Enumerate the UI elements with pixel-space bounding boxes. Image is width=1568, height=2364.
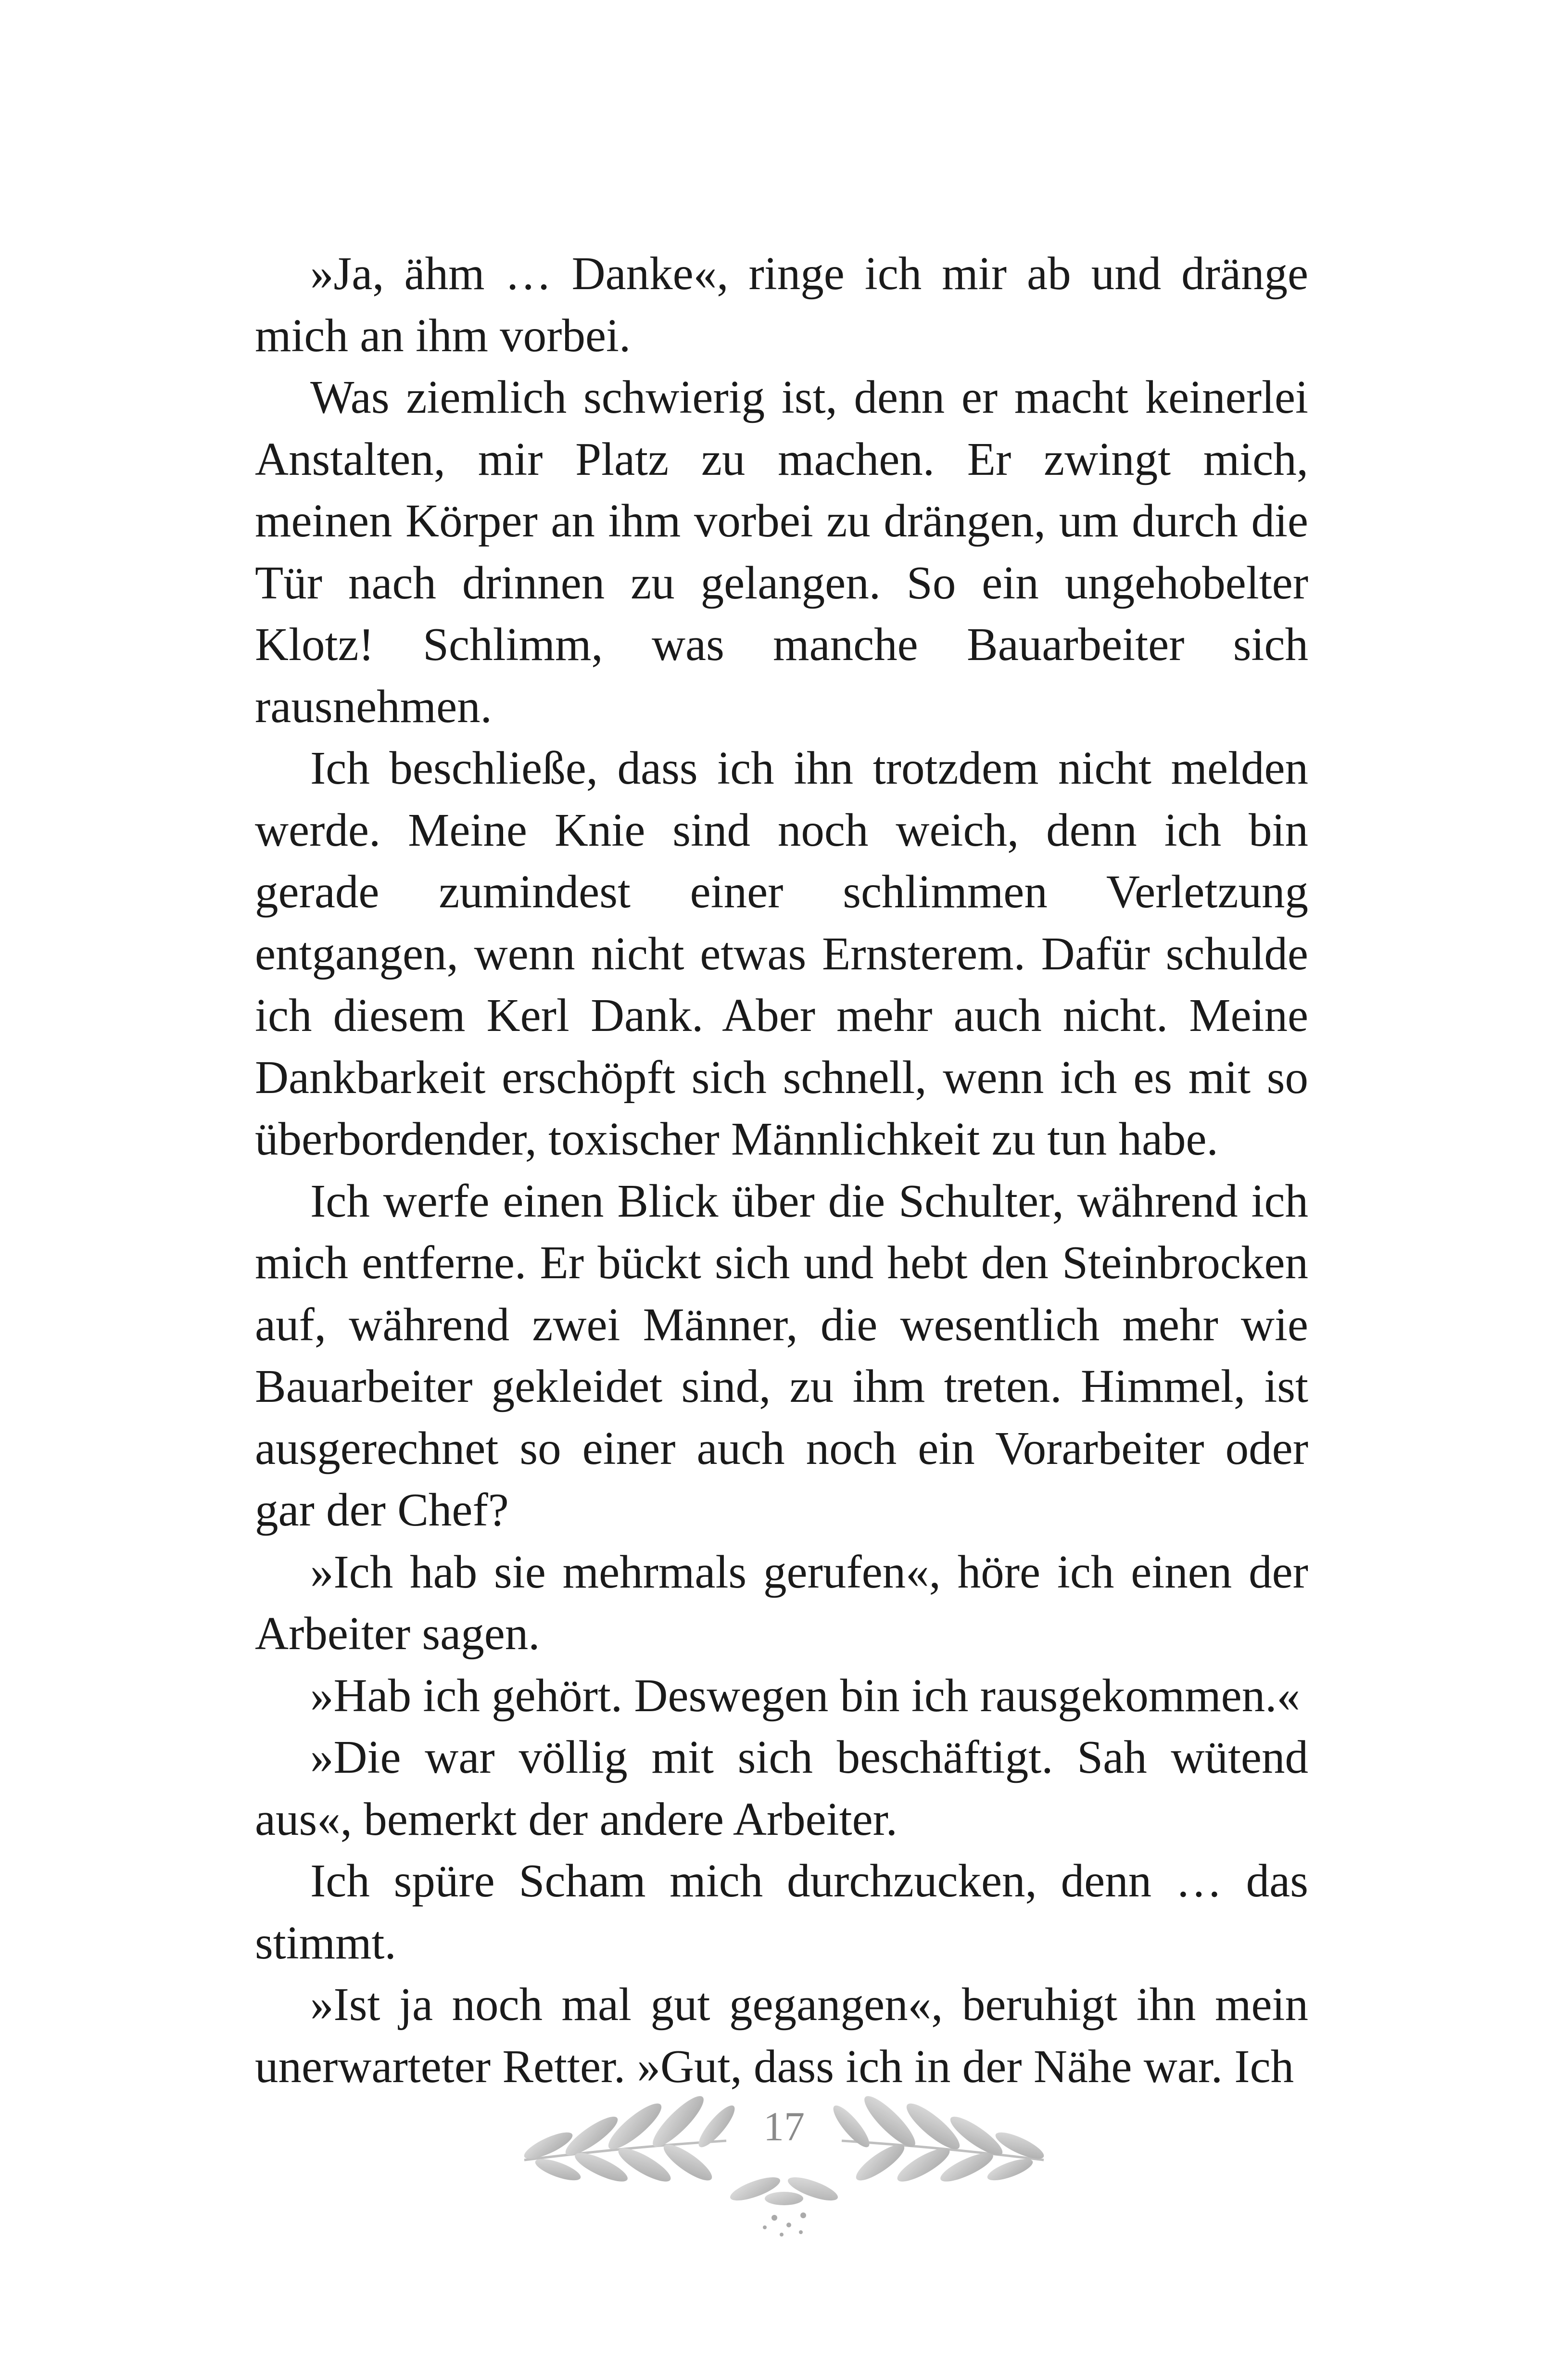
- paragraph-6: »Hab ich gehört. Deswegen bin ich rausgekommen.«: [310, 1669, 1300, 1721]
- page-footer: [0, 2069, 1568, 2242]
- paragraph-2: Was ziemlich schwierig ist, denn er macht keinerlei Anstalten, mir Platz zu machen. Er zwingt mich, meinen Körper an ihm vorbei zu drängen, um durch die Tür nach drinnen zu gelangen. So ein ungehobelter Klotz! Schlimm, was manche Bauarbeiter sich rausnehmen.: [255, 371, 1308, 732]
- laurel-wreath-icon: [505, 2069, 1063, 2242]
- paragraph-3: Ich beschließe, dass ich ihn trotzdem nicht melden werde. Meine Knie sind noch weich, denn ich bin gerade zumindest einer schlimmen Verletzung entgangen, wenn nicht etwas Ernsterem. Dafür schulde ich diesem Kerl Dank. Aber mehr auch nicht. Meine Dankbarkeit erschöpft sich schnell, wenn ich es mit so überbordender, toxischer Männlichkeit zu tun habe.: [255, 742, 1308, 1165]
- paragraph-7: »Die war völlig mit sich beschäftigt. Sah wütend aus«, bemerkt der andere Arbeiter.: [255, 1731, 1308, 1845]
- body-text: [255, 243, 1308, 2097]
- paragraph-1: »Ja, ähm … Danke«, ringe ich mir ab und dränge mich an ihm vorbei.: [255, 248, 1308, 361]
- paragraph-5: »Ich hab sie mehrmals gerufen«, höre ich einen der Arbeiter sagen.: [255, 1546, 1308, 1659]
- paragraph-8: Ich spüre Scham mich durchzucken, denn … das stimmt.: [255, 1855, 1308, 1969]
- paragraph-4: Ich werfe einen Blick über die Schulter, während ich mich entferne. Er bückt sich und hebt den Steinbrocken auf, während zwei Männer, die wesentlich mehr wie Bauarbeiter gekleidet sind, zu ihm treten. Himmel, ist ausgerechnet so einer auch noch ein Vorarbeiter oder gar der Chef?: [255, 1175, 1308, 1536]
- page-number: 17: [763, 2103, 805, 2149]
- paragraph-9: »Ist ja noch mal gut gegangen«, beruhigt ihn mein unerwarteter Retter. »Gut, dass ich in der Nähe war. Ich: [255, 1979, 1308, 2092]
